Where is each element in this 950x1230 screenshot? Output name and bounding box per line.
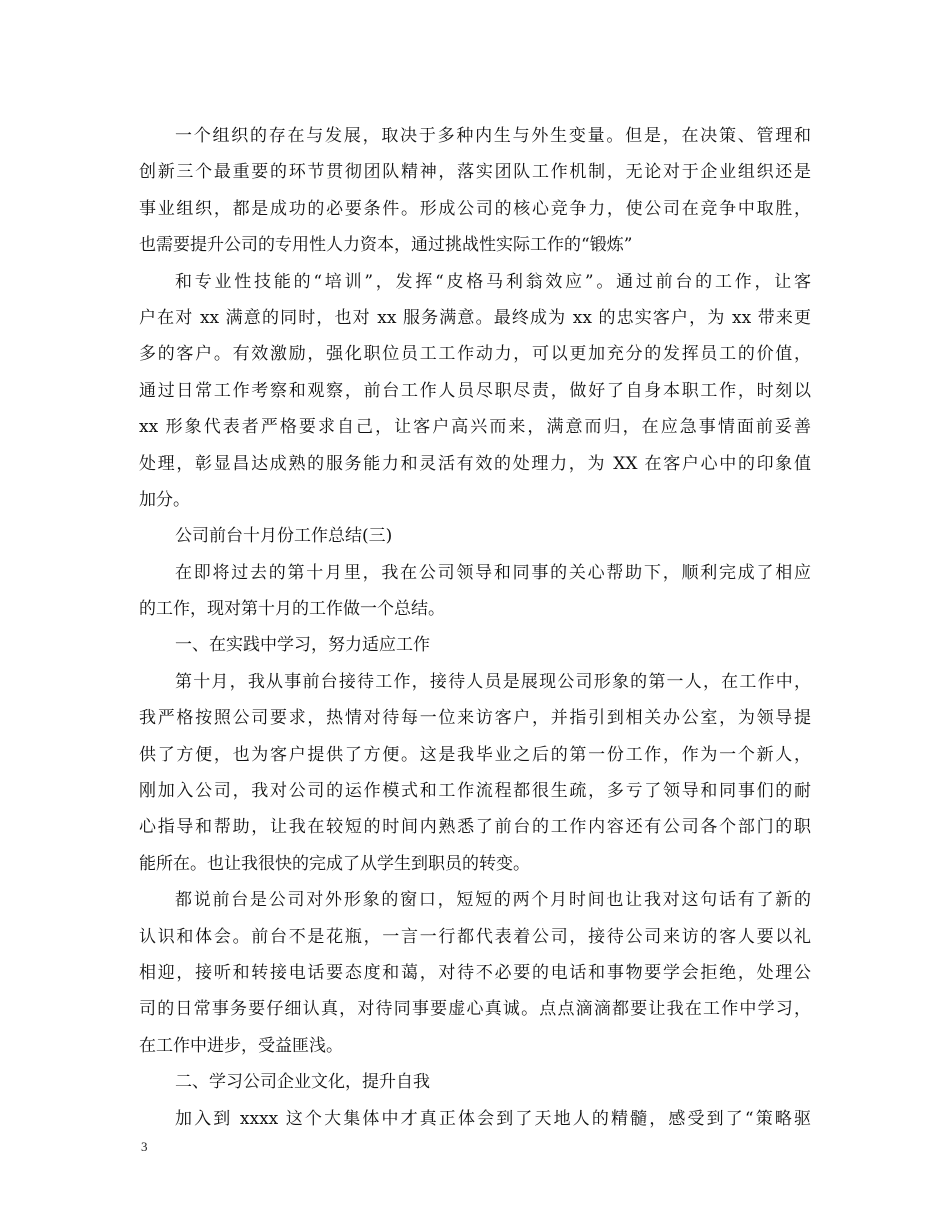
paragraph-line: 司的日常事务要仔细认真，对待同事要虚心真诚。点点滴滴都要让我在工作中学习， (139, 999, 811, 1020)
paragraph-line: 一个组织的存在与发展，取决于多种内生与外生变量。但是，在决策、管理和 (175, 126, 811, 146)
paragraph-line: 多的客户。有效激励，强化职位员工工作动力，可以更加充分的发挥员工的价值， (139, 344, 811, 365)
paragraph-line: 创新三个最重要的环节贯彻团队精神，落实团队工作机制，无论对于企业组织还是 (139, 162, 811, 183)
paragraph-line: 加入到 xxxx 这个大集体中才真正体会到了天地人的精髓，感受到了“策略驱 (175, 1108, 811, 1129)
paragraph-line: 心指导和帮助，让我在较短的时间内熟悉了前台的工作内容还有公司各个部门的职 (139, 817, 811, 838)
paragraph-line: 的工作，现对第十月的工作做一个总结。 (139, 599, 445, 620)
paragraph-line: 第十月，我从事前台接待工作，接待人员是展现公司形象的第一人，在工作中， (175, 671, 811, 692)
paragraph-line: 也需要提升公司的专用性人力资本，通过挑战性实际工作的“锻炼” (139, 235, 633, 256)
paragraph-line: 供了方便，也为客户提供了方便。这是我毕业之后的第一份工作，作为一个新人， (139, 744, 811, 765)
paragraph-line: 事业组织，都是成功的必要条件。形成公司的核心竞争力，使公司在竞争中取胜， (139, 198, 811, 219)
section-title: 公司前台十月份工作总结(三) (175, 526, 393, 547)
section-heading: 一、在实践中学习，努力适应工作 (175, 635, 430, 656)
paragraph-line: 刚加入公司，我对公司的运作模式和工作流程都很生疏，多亏了领导和同事们的耐 (139, 781, 811, 802)
paragraph-line: 相迎，接听和转接电话要态度和蔼，对待不必要的电话和事物要学会拒绝，处理公 (139, 962, 811, 983)
paragraph-line: 能所在。也让我很快的完成了从学生到职员的转变。 (139, 853, 530, 874)
paragraph-line: 处理，彰显昌达成熟的服务能力和灵活有效的处理力，为 XX 在客户心中的印象值 (139, 453, 811, 474)
paragraph-line: 我严格按照公司要求，热情对待每一位来访客户，并指引到相关办公室，为领导提 (139, 708, 811, 729)
paragraph-line: xx 形象代表者严格要求自己，让客户高兴而来，满意而归，在应急事情面前妥善 (139, 417, 811, 438)
paragraph-line: 户在对 xx 满意的同时，也对 xx 服务满意。最终成为 xx 的忠实客户，为 xx 带来更 (139, 307, 811, 328)
paragraph-line: 在工作中进步，受益匪浅。 (139, 1035, 343, 1056)
paragraph-line: 加分。 (139, 489, 190, 510)
paragraph-line: 和专业性技能的“培训”，发挥“皮格马利翁效应”。通过前台的工作，让客 (175, 271, 811, 292)
page-number: 3 (141, 1139, 148, 1154)
paragraph-line: 在即将过去的第十月里，我在公司领导和同事的关心帮助下，顺利完成了相应 (175, 562, 811, 583)
paragraph-line: 认识和体会。前台不是花瓶，一言一行都代表着公司，接待公司来访的客人要以礼 (139, 926, 811, 947)
document-body (139, 118, 811, 1137)
paragraph-line: 都说前台是公司对外形象的窗口，短短的两个月时间也让我对这句话有了新的 (175, 890, 811, 911)
paragraph-line: 通过日常工作考察和观察，前台工作人员尽职尽责，做好了自身本职工作，时刻以 (139, 380, 811, 401)
section-heading: 二、学习公司企业文化，提升自我 (175, 1072, 430, 1093)
